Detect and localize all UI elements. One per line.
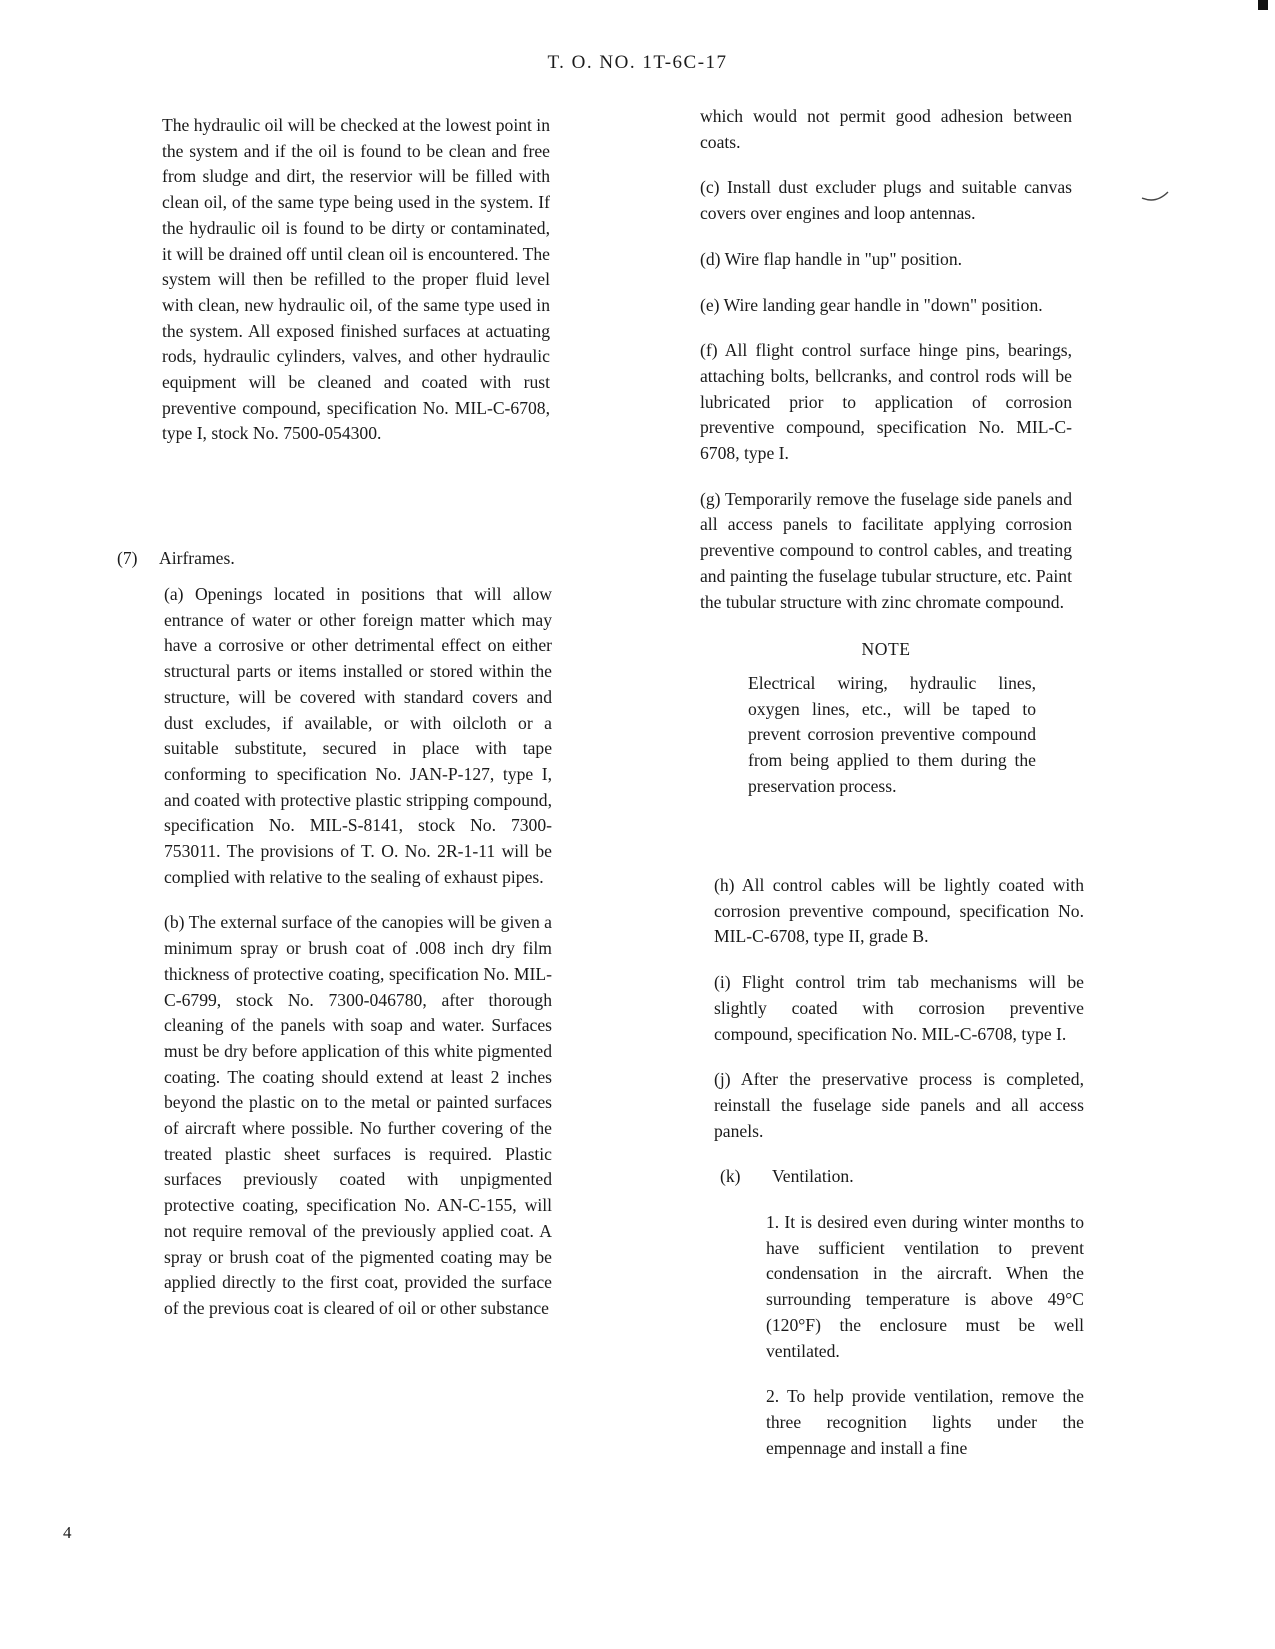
hydraulic-oil-paragraph: The hydraulic oil will be checked at the lowest point in the system and if the oil is found to be clean and free from sludge and dirt, the reservior will be filled with clean oil, of the same type being used in the system. If the hydraulic oil is found to be dirty or contaminated, it will be drained off until clean oil is encountered. The system will then be refilled to the proper fluid level with clean, new hydraulic oil, of the same type used in the system. All exposed finished surfaces at actuating rods, hydraulic cylinders, valves, and other hydraulic equipment will be cleaned and coated with rust preventive compound, specification No. MIL-C-6708, type I, stock No. 7500-054300. <box>162 115 550 444</box>
item-k-label: (k) <box>720 1166 741 1187</box>
note-title: NOTE <box>861 639 911 660</box>
page-header: T. O. NO. 1T-6C-17 <box>547 52 728 73</box>
paragraph-a: (a) Openings located in positions that will allow entrance of water or other foreign matter which may have a corrosive or other detrimental effect on either structural parts or items installed or stored within the structure, will be covered with standard covers and dust excludes, if available, or with oilcloth or a suitable substitute, secured in place with tape conforming to specification No. JAN-P-127, type I, and coated with protective plastic stripping compound, specification No. MIL-S-8141, stock No. 7300-753011. The provisions of T. O. No. 2R-1-11 will be complied with relative to the sealing of exhaust pipes. <box>164 584 552 887</box>
right-column-lower <box>714 873 1084 1461</box>
paragraph-h: (h) All control cables will be lightly coated with corrosion preventive compound, specification No. MIL-C-6708, type II, grade B. <box>714 875 1084 947</box>
paragraph-g: (g) Temporarily remove the fuselage side panels and all access panels to facilitate applying corrosion preventive compound to control cables, and treating and painting the fuselage tubular structure, etc. Paint the tubular structure with zinc chromate compound. <box>700 488 1072 612</box>
item-k-title: Ventilation. <box>772 1166 854 1187</box>
paragraph-f: (f) All flight control surface hinge pins, bearings, attaching bolts, bellcranks, and control rods will be lubricated prior to application of corrosion preventive compound, specification No. MIL-C-6708, type I. <box>700 340 1072 464</box>
item-7-title: Airframes. <box>159 548 235 568</box>
note-body: Electrical wiring, hydraulic lines, oxygen lines, etc., will be taped to prevent corrosion preventive compound from being applied to them during the preservation process. <box>748 672 1036 796</box>
paragraph-e: (e) Wire landing gear handle in "down" position. <box>700 294 1043 315</box>
left-column-top <box>162 113 550 447</box>
item-7-label: (7) <box>117 548 138 568</box>
page-number: 4 <box>63 1523 72 1542</box>
ventilation-step-2: 2. To help provide ventilation, remove the three recognition lights under the empennage and install a fine <box>766 1386 1084 1458</box>
paragraph-j: (j) After the preservative process is completed, reinstall the fuselage side panels and all access panels. <box>714 1069 1084 1141</box>
paragraph-c: (c) Install dust excluder plugs and suitable canvas covers over engines and loop antennas. <box>700 177 1072 224</box>
left-column-airframes <box>164 582 552 1322</box>
item-7-heading <box>117 546 557 572</box>
corner-mark-shape <box>1256 0 1270 14</box>
paragraph-i: (i) Flight control trim tab mechanisms will be slightly coated with corrosion preventive compound, specification No. MIL-C-6708, type I. <box>714 972 1084 1044</box>
right-column <box>700 104 1072 799</box>
scan-smudge-shape <box>1140 188 1170 204</box>
ventilation-step-1: 1. It is desired even during winter months to have sufficient ventilation to prevent condensation in the aircraft. When the surrounding temperature is above 49°C (120°F) the enclosure must be well ventilated. <box>766 1212 1084 1361</box>
paragraph-b-continued: which would not permit good adhesion between coats. <box>700 106 1072 152</box>
paragraph-d: (d) Wire flap handle in "up" position. <box>700 248 963 269</box>
item-k-heading <box>720 1164 1084 1190</box>
paragraph-b: (b) The external surface of the canopies will be given a minimum spray or brush coat of .008 inch dry film thickness of protective coating, specification No. MIL-C-6799, stock No. 7300-046780, after thorough cleaning of the panels with soap and water. Surfaces must be dry before application of this white pigmented coating. The coating should extend at least 2 inches beyond the plastic on to the metal or painted surfaces of aircraft where possible. No further covering of the treated plastic sheet surfaces is required. Plastic surfaces previously coated with unpigmented protective coating, specification No. AN-C-155, will not require removal of the previously applied coat. A spray or brush coat of the pigmented coating may be applied directly to the first coat, provided the surface of the previous coat is cleared of oil or other substance <box>164 912 552 1318</box>
